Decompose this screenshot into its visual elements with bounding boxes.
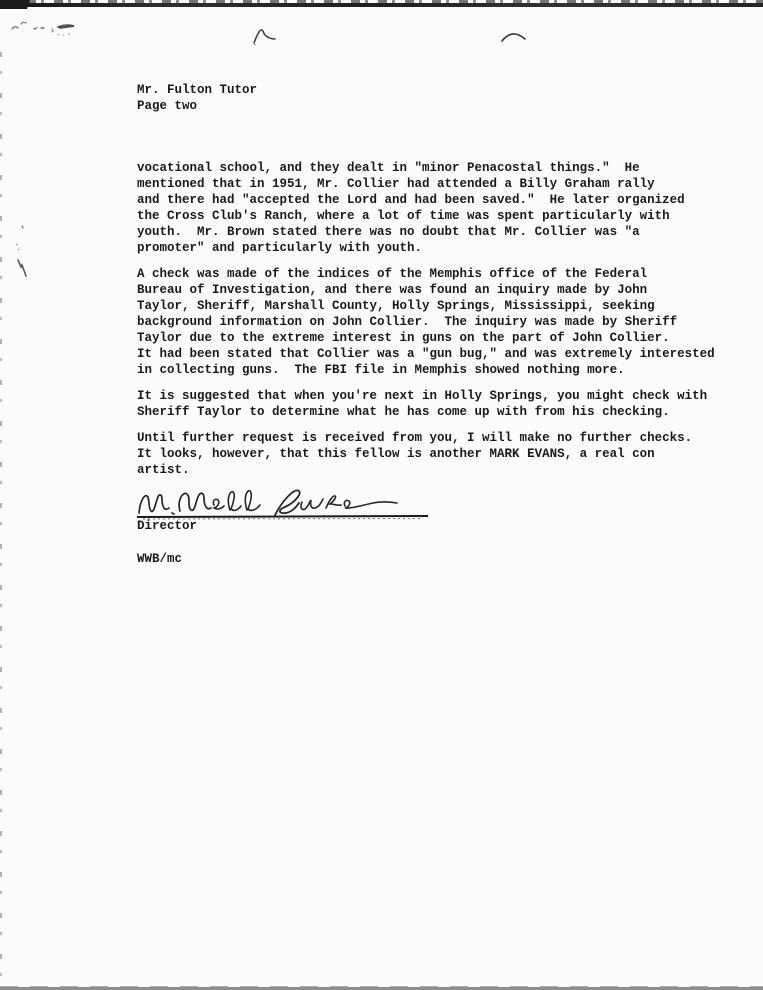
letter-line: Taylor due to the extreme interest in guns on the part of John Collier. (137, 331, 670, 345)
letter-line: background information on John Collier. The inquiry was made by Sheriff (137, 315, 678, 329)
letter-line: and there had "accepted the Lord and had been saved." He later organized (137, 193, 685, 207)
pencil-arc-mark (500, 30, 528, 44)
letter-line: the Cross Club's Ranch, where a lot of time was spent particularly with (137, 209, 670, 223)
letter-line: artist. (137, 463, 190, 477)
pencil-caret-mark (252, 26, 280, 46)
scan-top-corner-blob (0, 0, 30, 9)
paragraph (137, 388, 737, 420)
scan-top-edge (0, 3, 763, 7)
letter-content (137, 82, 737, 567)
paragraph (137, 430, 737, 478)
letter-line: promoter" and particularly with youth. (137, 241, 423, 255)
letter-line: Sheriff Taylor to determine what he has come up with from his checking. (137, 405, 670, 419)
letter-line: It had been stated that Collier was a "gun bug," and was extremely interested (137, 347, 715, 361)
typist-initials: WWB/mc (137, 552, 183, 566)
pencil-scribble-mark (8, 17, 80, 39)
letter-header (137, 82, 737, 114)
letter-line: mentioned that in 1951, Mr. Collier had attended a Billy Graham rally (137, 177, 655, 191)
page-number-line: Page two (137, 99, 198, 113)
signer-title: Director (137, 519, 198, 533)
scan-left-edge (0, 52, 2, 986)
handwritten-signature (137, 488, 737, 518)
paragraph (137, 266, 737, 378)
letter-line: A check was made of the indices of the Memphis office of the Federal (137, 267, 648, 281)
letter-line: It is suggested that when you're next in Holly Springs, you might check with (137, 389, 708, 403)
letter-line: It looks, however, that this fellow is another MARK EVANS, a real con (137, 447, 655, 461)
letter-line: Until further request is received from you, I will make no further checks. (137, 431, 693, 445)
letter-line: Taylor, Sheriff, Marshall County, Holly Springs, Mississippi, seeking (137, 299, 655, 313)
recipient-line: Mr. Fulton Tutor (137, 83, 258, 97)
letter-line: in collecting guns. The FBI file in Memphis showed nothing more. (137, 363, 625, 377)
letter-line: Bureau of Investigation, and there was found an inquiry made by John (137, 283, 648, 297)
letter-line: youth. Mr. Brown stated there was no doubt that Mr. Collier was "a (137, 225, 640, 239)
stray-scan-marks (14, 222, 32, 284)
letter-line: vocational school, and they dealt in "minor Penacostal things." He (137, 161, 640, 175)
paragraph (137, 160, 737, 256)
